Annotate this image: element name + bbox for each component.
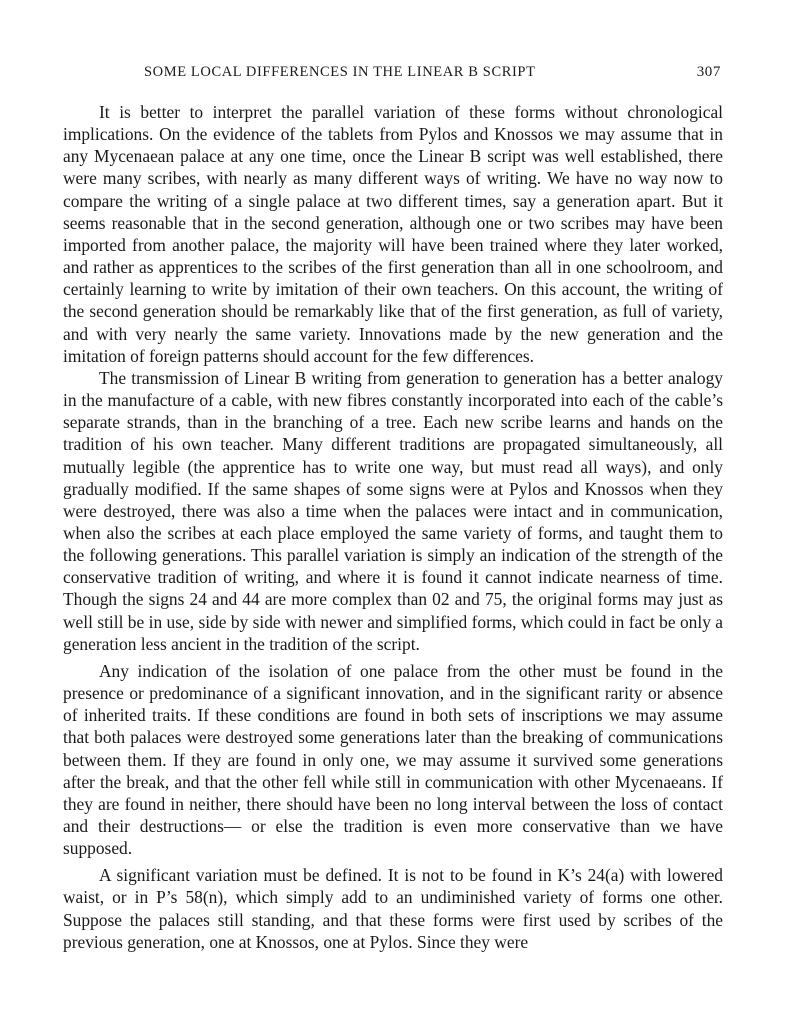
running-head bbox=[63, 62, 723, 86]
page bbox=[63, 62, 723, 953]
paragraph-4: A significant variation must be defined. It is not to be found in K’s 24(a) with lowered waist, or in P’s 58(n), which simply add to an undiminished variety of forms one other. Suppose the palaces still standing, and that these forms were first used by scribes of the previous generation, one at Knossos, one at Pylos. Since they were bbox=[63, 865, 723, 952]
paragraph-3: Any indication of the isolation of one palace from the other must be found in the presence or predominance of a significant innovation, and in the significant rarity or absence of inherited traits. If these conditions are found in both sets of inscriptions we may assume that both palaces were destroyed some generations later than the breaking of communications between them. If they are found in only one, we may assume it survived some generations after the break, and that the other fell while still in communication with other Mycenaeans. If they are found in neither, there should have been no long interval between the loss of contact and their destructions— or else the tradition is even more conservative than we have supposed. bbox=[63, 660, 723, 859]
running-title: SOME LOCAL DIFFERENCES IN THE LINEAR B SCRIPT bbox=[144, 64, 536, 80]
page-number: 307 bbox=[696, 64, 721, 80]
paragraph-1: It is better to interpret the parallel variation of these forms without chronological implications. On the evidence of the tablets from Pylos and Knossos we may assume that in any Mycenaean palace at any one time, once the Linear B script was well established, there were many scribes, with nearly as many different ways of writing. We have no way now to compare the writing of a single palace at two different times, say a generation apart. But it seems reasonable that in the second generation, although one or two scribes may have been imported from another palace, the majority will have been trained where they later worked, and rather as apprentices to the scribes of the first generation than all in one schoolroom, and certainly learning to write by imitation of their own teachers. On this account, the writing of the second generation should be remarkably like that of the first generation, as full of variety, and with very nearly the same variety. Innovations made by the new generation and the imitation of foreign patterns should account for the few differences. bbox=[63, 102, 723, 366]
body-text bbox=[63, 101, 723, 953]
paragraph-2: The transmission of Linear B writing from generation to generation has a better analogy in the manufacture of a cable, with new fibres constantly incorporated into each of the cable’s separate strands, than in the branching of a tree. Each new scribe learns and hands on the tradition of his own teacher. Many different traditions are propagated simultaneously, all mutually legible (the apprentice has to write one way, but must read all ways), and only gradually modified. If the same shapes of some signs were at Pylos and Knossos when they were destroyed, there was also a time when the palaces were intact and in communication, when also the scribes at each place employed the same variety of forms, and taught them to the following generations. This parallel variation is simply an indication of the strength of the conservative tradition of writing, and where it is found it cannot indicate nearness of time. Though the signs 24 and 44 are more complex than 02 and 75, the original forms may just as well still be in use, side by side with newer and simplified forms, which could in fact be only a generation less ancient in the tradition of the script. bbox=[63, 367, 723, 654]
